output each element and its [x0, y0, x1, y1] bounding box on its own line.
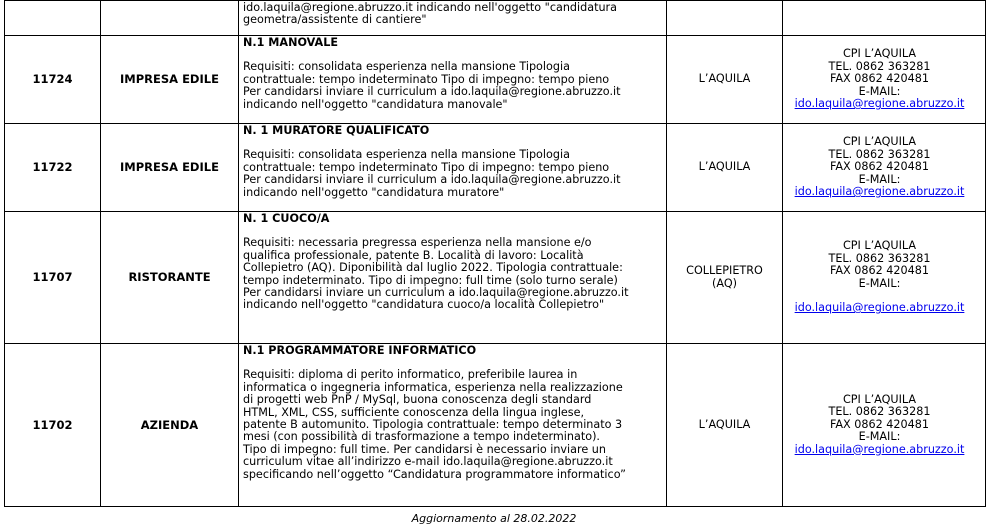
contact-email-link[interactable]: ido.laquila@regione.abruzzo.it — [794, 301, 965, 315]
contact-cell — [783, 124, 986, 212]
description-cell — [239, 124, 667, 212]
contact-phone: TEL. 0862 363281 — [828, 251, 931, 265]
description-line: specificando nell’oggetto “Candidatura programmatore informatico” — [243, 467, 626, 481]
job-offers-table — [4, 0, 986, 507]
description-line: Per candidarsi inviare il curriculum a ido.laquila@regione.abruzzo.it — [243, 173, 621, 187]
location-cell — [667, 36, 783, 124]
job-title: N.1 MANOVALE — [243, 36, 338, 49]
description-line: di progetti web PnP / MySql, buona conoscenza degli standard — [243, 393, 592, 407]
company-cell — [101, 1, 239, 36]
description-line: HTML, XML, CSS, sufficiente conoscenza della lingua inglese, — [243, 405, 585, 419]
offer-id: 11724 — [5, 36, 101, 124]
offer-id: 11707 — [5, 212, 101, 344]
description-cell — [239, 344, 667, 507]
contact-fax: FAX 0862 420481 — [829, 160, 929, 174]
description-line: indicando nell'oggetto "candidatura manovale" — [243, 97, 508, 111]
description-line: mesi (con possibilità di trasformazione a tempo indeterminato). — [243, 430, 600, 444]
description-line: Requisiti: consolidata esperienza nella mansione Tipologia — [243, 60, 570, 74]
company-name: IMPRESA EDILE — [101, 124, 239, 212]
location: L’AQUILA — [698, 417, 751, 431]
location-cell — [667, 344, 783, 507]
offer-id: 11722 — [5, 124, 101, 212]
description-line: indicando nell'oggetto "candidatura cuoco/a località Collepietro" — [243, 298, 605, 312]
contact-email-label: E-MAIL: — [858, 84, 901, 98]
contact-office: CPI L’AQUILA — [842, 47, 917, 61]
update-date-footer: Aggiornamento al 28.02.2022 — [411, 512, 577, 525]
description-line: Tipo di impegno: full time. Per candidarsi è necessario inviare un — [243, 442, 606, 456]
description-line: qualifica professionale, patente B. Località di lavoro: Località — [243, 248, 584, 262]
contact-phone: TEL. 0862 363281 — [828, 59, 931, 73]
company-name: IMPRESA EDILE — [101, 36, 239, 124]
contact-email-label: E-MAIL: — [858, 276, 901, 290]
contact-email-link[interactable]: ido.laquila@regione.abruzzo.it — [794, 442, 965, 456]
contact-office: CPI L’AQUILA — [842, 239, 917, 253]
location: COLLEPIETRO — [686, 264, 763, 278]
contact-email-link[interactable]: ido.laquila@regione.abruzzo.it — [794, 185, 965, 199]
description-line: informatica o ingegneria informatica, esperienza nella realizzazione — [243, 380, 623, 394]
description-line: indicando nell'oggetto "candidatura muratore" — [243, 185, 505, 199]
description-line: Requisiti: necessaria pregressa esperienza nella mansione e/o — [243, 236, 592, 250]
location-cell — [667, 1, 783, 36]
contact-office: CPI L’AQUILA — [842, 392, 917, 406]
contact-fax: FAX 0862 420481 — [829, 264, 929, 278]
contact-email-label: E-MAIL: — [858, 172, 901, 186]
description-line: curriculum vitae all’indirizzo e-mail ido.laquila@regione.abruzzo.it — [243, 455, 613, 469]
contact-cell — [783, 212, 986, 344]
offer-id: 11702 — [5, 344, 101, 507]
location: L’AQUILA — [698, 72, 751, 86]
description-line: contrattuale: tempo indeterminato Tipo di impegno: tempo pieno — [243, 160, 610, 174]
description-line: ido.laquila@regione.abruzzo.it indicando nell'oggetto "candidatura — [243, 1, 618, 14]
location-cell — [667, 124, 783, 212]
table-row — [5, 212, 986, 344]
contact-email-label: E-MAIL: — [858, 430, 901, 444]
contact-cell — [783, 344, 986, 507]
description-line: Per candidarsi inviare il curriculum a ido.laquila@regione.abruzzo.it — [243, 85, 621, 99]
table-row — [5, 124, 986, 212]
description-line: patente B automunito. Tipologia contrattuale: tempo determinato 3 — [243, 418, 623, 432]
description-cell — [239, 1, 667, 36]
location-cell — [667, 212, 783, 344]
contact-fax: FAX 0862 420481 — [829, 72, 929, 86]
job-title: N.1 PROGRAMMATORE INFORMATICO — [243, 344, 477, 357]
description-cell — [239, 212, 667, 344]
description-line: Requisiti: consolidata esperienza nella mansione Tipologia — [243, 148, 570, 162]
company-name: RISTORANTE — [101, 212, 239, 344]
location-province: (AQ) — [712, 276, 737, 290]
job-title: N. 1 MURATORE QUALIFICATO — [243, 124, 430, 137]
contact-fax: FAX 0862 420481 — [829, 417, 929, 431]
description-line: Requisiti: diploma di perito informatico, preferibile laurea in — [243, 368, 578, 382]
table-row — [5, 344, 986, 507]
contact-cell — [783, 1, 986, 36]
contact-phone: TEL. 0862 363281 — [828, 147, 931, 161]
description-line: tempo indeterminato. Tipo di impegno: full time (solo turno serale) — [243, 273, 618, 287]
table-row — [5, 36, 986, 124]
job-title: N. 1 CUOCO/A — [243, 212, 330, 225]
description-line: contrattuale: tempo indeterminato Tipo di impegno: tempo pieno — [243, 72, 610, 86]
description-cell — [239, 36, 667, 124]
description-line: geometra/assistente di cantiere" — [243, 13, 427, 27]
description-line: Collepietro (AQ). Diponibilità dal luglio 2022. Tipologia contrattuale: — [243, 261, 623, 275]
location: L’AQUILA — [698, 160, 751, 174]
id-cell — [5, 1, 101, 36]
contact-phone: TEL. 0862 363281 — [828, 405, 931, 419]
contact-cell — [783, 36, 986, 124]
table-row-partial — [5, 1, 986, 36]
contact-email-link[interactable]: ido.laquila@regione.abruzzo.it — [794, 97, 965, 111]
contact-office: CPI L’AQUILA — [842, 135, 917, 149]
company-name: AZIENDA — [101, 344, 239, 507]
description-line: Per candidarsi inviare un curriculum a ido.laquila@regione.abruzzo.it — [243, 286, 629, 300]
